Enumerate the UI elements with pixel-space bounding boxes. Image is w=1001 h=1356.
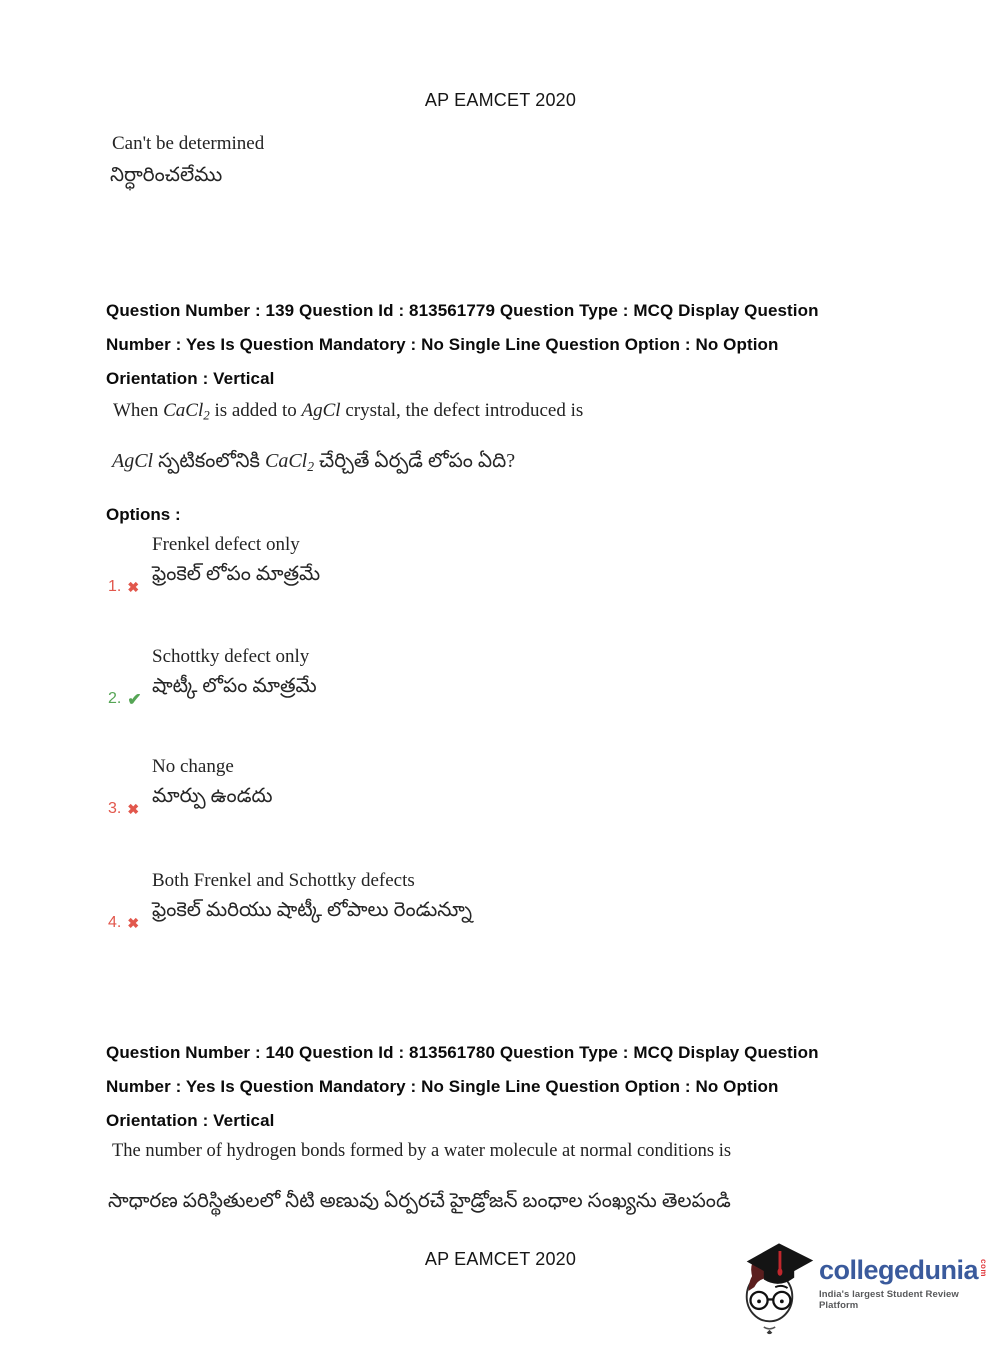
- collegedunia-mascot-icon: [741, 1241, 817, 1337]
- question-140-text-english: The number of hydrogen bonds formed by a water molecule at normal conditions is: [112, 1141, 732, 1161]
- option-4-telugu: ఫ్రెంకెల్ మరియు షాట్కీ లోపాలు రెండున్నూ: [152, 899, 473, 921]
- meta-line: Number : Yes Is Question Mandatory : No Single Line Question Option : No Option: [106, 1077, 779, 1096]
- option-1-marker: [108, 578, 139, 596]
- wrong-answer-icon: ✖: [127, 915, 140, 931]
- option-1-english: Frenkel defect only: [152, 534, 300, 555]
- option-2-english: Schottky defect only: [152, 646, 310, 667]
- option-4-english: Both Frenkel and Schottky defects: [152, 870, 415, 891]
- option-1-telugu: ఫ్రెంకెల్ లోపం మాత్రమే: [152, 563, 321, 585]
- option-3-telugu: మార్పు ఉండదు: [152, 785, 273, 807]
- meta-line: Question Number : 139 Question Id : 813561779 Question Type : MCQ Display Question: [106, 301, 819, 320]
- option-2-telugu: షాట్కీ లోపం మాత్రమే: [152, 675, 317, 697]
- meta-line: Orientation : Vertical: [106, 369, 275, 388]
- option-4-marker: [108, 914, 139, 932]
- wrong-answer-icon: ✖: [127, 579, 140, 595]
- carryover-option-telugu: నిర్ధారించలేము: [110, 164, 223, 186]
- option-2: [106, 646, 666, 710]
- option-4: [106, 870, 666, 934]
- collegedunia-tagline: India's largest Student Review Platform: [819, 1289, 959, 1311]
- collegedunia-brand-text: collegedunia: [819, 1255, 979, 1285]
- question-140-metadata: [106, 1036, 819, 1138]
- option-1: [106, 534, 666, 598]
- option-3-english: No change: [152, 756, 234, 777]
- question-140-text-telugu: సాధారణ పరిస్థితులలో నీటి అణువు ఏర్పరచే హైడ్రోజన్ బంధాల సంఖ్యను తెలపండి: [108, 1190, 731, 1212]
- question-139-text-telugu: AgCl స్పటికంలోనికి CaCl2 చేర్చితే ఏర్పడే లోపం ఏది?: [112, 450, 516, 474]
- question-139-metadata: [106, 294, 819, 396]
- option-3-marker: [108, 800, 139, 818]
- collegedunia-domain-text: com: [979, 1259, 989, 1277]
- meta-line: Number : Yes Is Question Mandatory : No Single Line Question Option : No Option: [106, 335, 779, 354]
- meta-line: Orientation : Vertical: [106, 1111, 275, 1130]
- collegedunia-logo: [741, 1241, 997, 1341]
- question-139-text-english: When CaCl2 is added to AgCl crystal, the defect introduced is: [113, 400, 584, 423]
- page-header-title: AP EAMCET 2020: [424, 90, 577, 110]
- option-2-marker: [108, 690, 142, 708]
- carryover-option-english: Can't be determined: [112, 133, 265, 154]
- option-number: 3.: [108, 800, 122, 817]
- option-number: 2.: [108, 690, 122, 707]
- option-number: 1.: [108, 578, 122, 595]
- page-footer-title: AP EAMCET 2020: [424, 1249, 577, 1269]
- wrong-answer-icon: ✖: [127, 801, 140, 817]
- correct-answer-icon: ✔: [127, 689, 142, 709]
- option-number: 4.: [108, 914, 122, 931]
- option-3: [106, 756, 666, 820]
- options-label: Options :: [106, 505, 181, 524]
- meta-line: Question Number : 140 Question Id : 813561780 Question Type : MCQ Display Question: [106, 1043, 819, 1062]
